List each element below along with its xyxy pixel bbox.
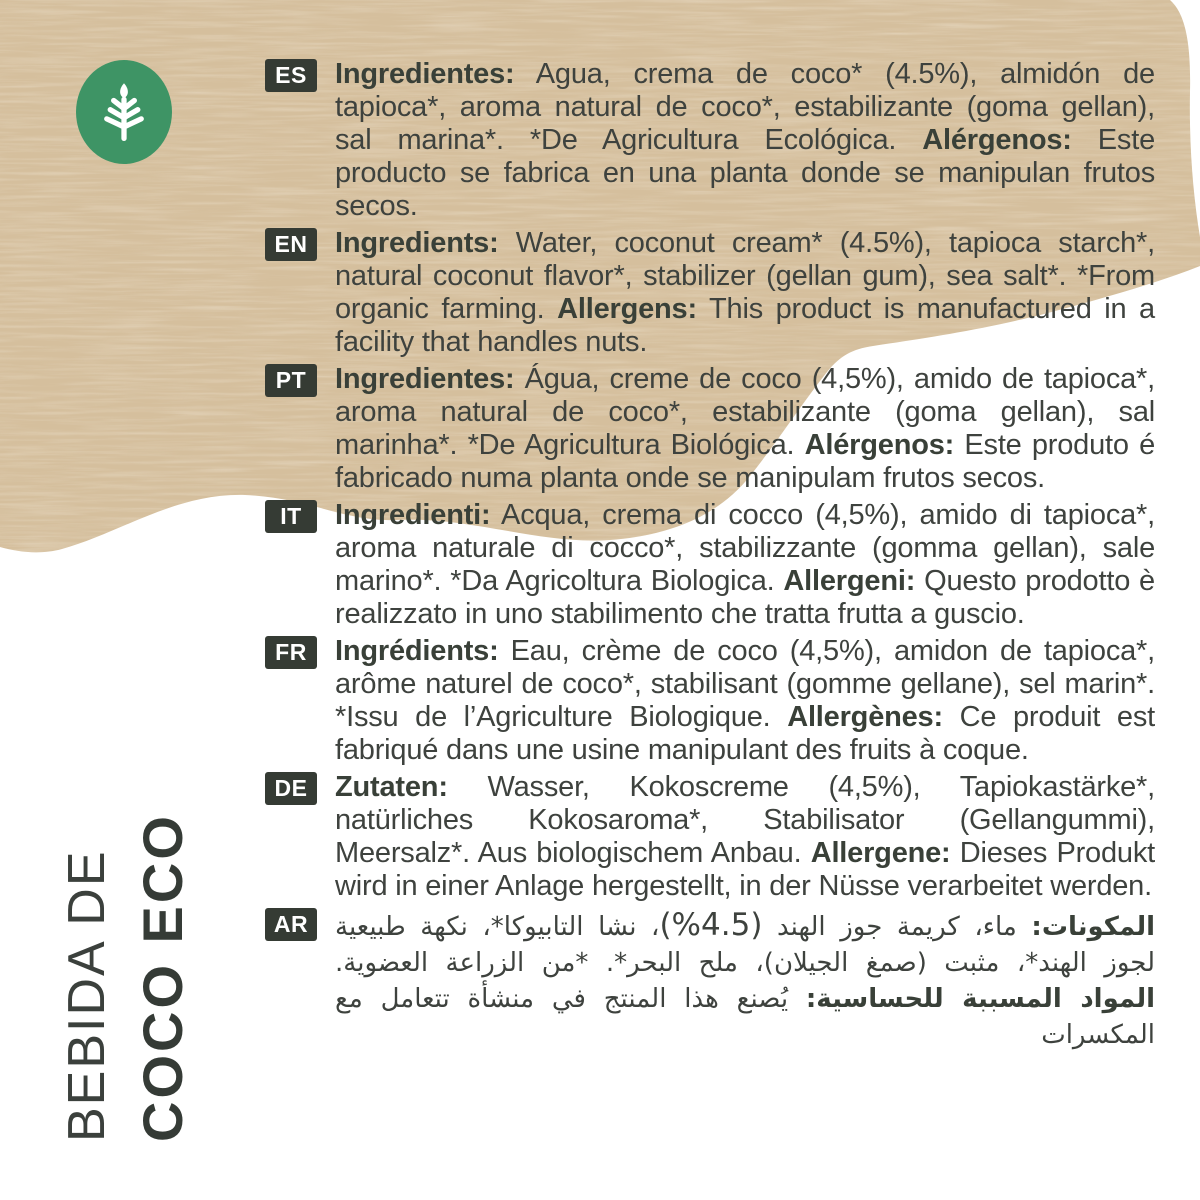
text-segment: Water, coconut cream* (4.5%), tapioca starch*, natural coconut flavor*, stabilizer (gellan gum), sea salt*. *From organic farming. bbox=[335, 227, 1155, 325]
text-segment: Wasser, Kokoscreme (4,5%), Tapiokastärke*, natürliches Kokosaroma*, Stabilisator (Gellangummi), Meersalz*. Aus biologischem Anbau. bbox=[335, 771, 1155, 869]
text-segment: Alérgenos: bbox=[804, 429, 955, 461]
text-segment: Questo prodotto è realizzato in uno stabilimento che tratta frutta a guscio. bbox=[335, 565, 1155, 630]
ingredients-section bbox=[265, 907, 1155, 1053]
text-segment: Ingredienti: bbox=[335, 499, 491, 531]
ingredients-section bbox=[265, 771, 1155, 903]
plant-icon bbox=[98, 81, 150, 143]
language-badge-en: EN bbox=[265, 228, 317, 261]
text-segment: Allergeni: bbox=[783, 565, 916, 597]
text-segment: Água, creme de coco (4,5%), amido de tapioca*, aroma natural de coco*, estabilizante (goma gellan), sal marinha*. *De Agricultura Biológica. bbox=[335, 363, 1155, 461]
text-segment: Allergens: bbox=[557, 293, 697, 325]
language-badge-fr: FR bbox=[265, 636, 317, 669]
text-segment: Ingrédients: bbox=[335, 635, 499, 667]
ingredients-section bbox=[265, 635, 1155, 767]
text-segment: (4.5%) bbox=[659, 907, 763, 943]
text-segment: Eau, crème de coco (4,5%), amidon de tapioca*, arôme naturel de coco*, stabilisant (gomme gellane), sel marin*. *Issu de l’Agriculture Biologique. bbox=[335, 635, 1155, 733]
ingredients-text bbox=[335, 771, 1155, 903]
ingredients-text bbox=[335, 635, 1155, 767]
text-segment: Ingredientes: bbox=[335, 363, 515, 395]
ingredients-section bbox=[265, 227, 1155, 359]
text-segment: Ingredientes: bbox=[335, 58, 515, 90]
text-segment: يُصنع هذا المنتج في منشأة تتعامل مع المكسرات bbox=[335, 984, 1155, 1050]
language-badge-ar: AR bbox=[265, 908, 317, 941]
text-segment: Ce produit est fabriqué dans une usine manipulant des fruits à coque. bbox=[335, 701, 1155, 766]
text-segment: This product is manufactured in a facility that handles nuts. bbox=[335, 293, 1155, 358]
ingredients-text bbox=[335, 499, 1155, 631]
ingredients-text bbox=[335, 363, 1155, 495]
language-badge-pt: PT bbox=[265, 364, 317, 397]
text-segment: المكونات: bbox=[1031, 912, 1155, 942]
product-title-line2: COCO ECO bbox=[131, 813, 194, 1142]
text-segment: Acqua, crema di cocco (4,5%), amido di tapioca*, aroma naturale di cocco*, stabilizzante (gomma gellan), sale marino*. *Da Agricoltura Biologica. bbox=[335, 499, 1155, 597]
text-segment: Dieses Produkt wird in einer Anlage hergestellt, in der Nüsse verarbeitet werden. bbox=[335, 837, 1156, 902]
text-segment: المواد المسببة للحساسية: bbox=[805, 984, 1155, 1014]
ingredients-section bbox=[265, 363, 1155, 495]
language-badge-es: ES bbox=[265, 59, 317, 92]
ingredients-text bbox=[335, 58, 1155, 223]
product-title-vertical bbox=[52, 797, 204, 1142]
text-segment: Este producto se fabrica en una planta donde se manipulan frutos secos. bbox=[335, 124, 1156, 222]
language-badge-de: DE bbox=[265, 772, 317, 805]
ingredients-text bbox=[335, 907, 1155, 1053]
ingredients-panel bbox=[265, 58, 1155, 1057]
text-segment: Agua, crema de coco* (4.5%), almidón de tapioca*, aroma natural de coco*, estabilizante (goma gellan), sal marina*. *De Agricultura Ecológica. bbox=[335, 58, 1155, 156]
text-segment: Alérgenos: bbox=[922, 124, 1072, 156]
text-segment: Allergènes: bbox=[787, 701, 943, 733]
text-segment: Zutaten: bbox=[335, 771, 448, 803]
text-segment: Ingredients: bbox=[335, 227, 499, 259]
text-segment: Este produto é fabricado numa planta onde se manipulam frutos secos. bbox=[335, 429, 1155, 494]
text-segment: ، نشا التابيوكا*، نكهة طبيعية لجوز الهند*، مثبت (صمغ الجيلان)، ملح البحر*. *من الزراعة العضوية. bbox=[335, 912, 1155, 978]
ingredients-section bbox=[265, 499, 1155, 631]
language-badge-it: IT bbox=[265, 500, 317, 533]
brand-logo bbox=[76, 60, 172, 164]
ingredients-text bbox=[335, 227, 1155, 359]
text-segment: ماء، كريمة جوز الهند bbox=[762, 912, 1032, 942]
ingredients-section bbox=[265, 58, 1155, 223]
product-title-line1: BEBIDA DE bbox=[58, 849, 116, 1142]
text-segment: Allergene: bbox=[810, 837, 951, 869]
